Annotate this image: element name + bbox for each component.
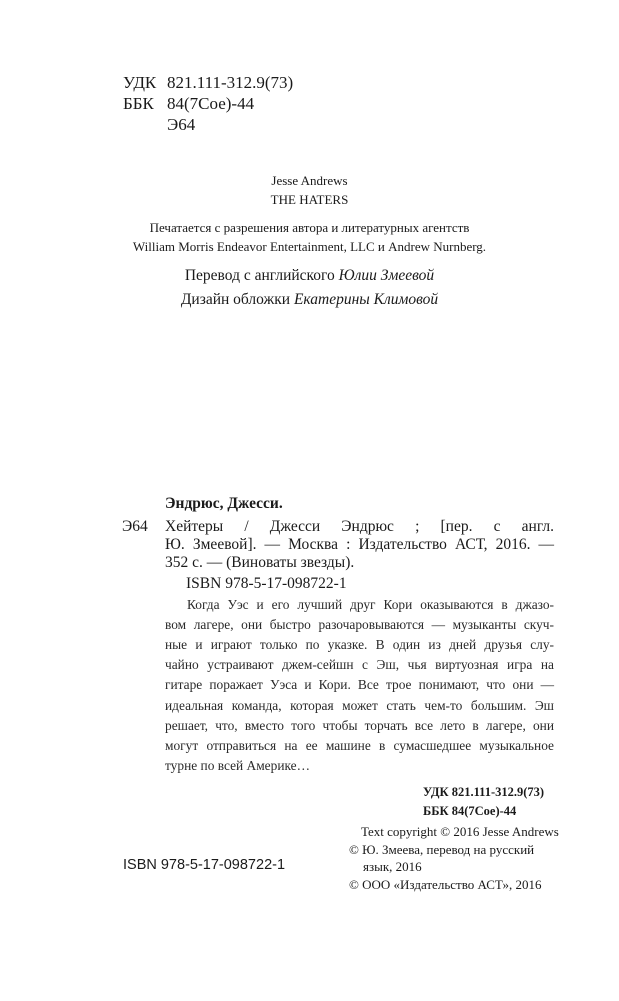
annotation-line: идеальная команда, которая может стать чем-то большим. Эш: [165, 698, 554, 713]
catalog-line-2: Ю. Змеевой]. — Москва : Издательство АСТ, 2016. —: [165, 536, 554, 553]
catalog-line-1: Хейтеры / Джесси Эндрюс ; [пер. с англ.: [165, 518, 554, 535]
annotation-line: вом лагере, они быстро разочаровываются — музыканты скуч-: [165, 617, 554, 632]
bbk-label: ББК: [123, 94, 154, 113]
bottom-udk: УДК 821.111-312.9(73): [423, 785, 545, 799]
copyright-text: Text copyright © 2016 Jesse Andrews: [361, 824, 559, 839]
annotation-line: могут отправиться на ее машине в сумасшедшее музыкальное: [165, 738, 554, 753]
copyright-publisher: © ООО «Издательство АСТ», 2016: [349, 877, 542, 892]
annotation-line: Когда Уэс и его лучший друг Кори оказываются в джазо-: [187, 597, 554, 612]
bbk-value: 84(7Сое)-44: [167, 94, 255, 113]
annotation-line: решает, что, вместо того чтобы торчать все лето в лагере, они: [165, 718, 554, 733]
design-label: Дизайн обложки: [180, 291, 291, 308]
annotation-line: турне по всей Америке…: [165, 758, 310, 773]
original-author: Jesse Andrews: [271, 173, 348, 188]
author-sign: Э64: [167, 115, 196, 134]
catalog-heading: Эндрюс, Джесси.: [165, 495, 283, 512]
design-credit: [0, 288, 619, 312]
translator-name: Юлии Змеевой: [338, 267, 435, 284]
udk-label: УДК: [123, 73, 157, 92]
designer-name: Екатерины Климовой: [293, 291, 439, 308]
annotation-line: чайно устраивают джем-сейшн с Эш, чья виртуозная игра на: [165, 657, 554, 672]
catalog-sign: Э64: [122, 518, 148, 535]
udk-code: [123, 72, 293, 93]
permission-line-2: William Morris Endeavor Entertainment, LLC и Andrew Nurnberg.: [132, 239, 487, 254]
isbn-bottom: ISBN 978-5-17-098722-1: [123, 857, 286, 873]
original-title: THE HATERS: [270, 192, 349, 207]
catalog-isbn: ISBN 978-5-17-098722-1: [186, 575, 347, 592]
translation-credit: [0, 264, 619, 288]
udk-value: 821.111-312.9(73): [167, 73, 294, 92]
bbk-code: [123, 93, 254, 114]
permission-line-1: Печатается с разрешения автора и литературных агентств: [149, 220, 470, 235]
catalog-line-3: 352 с. — (Виноваты звезды).: [165, 554, 355, 571]
annotation-line: ные и играют только по указке. В один из дней друзья слу-: [165, 637, 554, 652]
bottom-bbk: ББК 84(7Сое)-44: [423, 804, 517, 818]
copyright-translation-cont: язык, 2016: [363, 859, 422, 874]
translation-label: Перевод с английского: [184, 267, 335, 284]
copyright-translation: © Ю. Змеева, перевод на русский: [349, 842, 535, 857]
annotation-line: гитаре поражает Уэса и Кори. Все трое понимают, что они —: [165, 677, 554, 692]
